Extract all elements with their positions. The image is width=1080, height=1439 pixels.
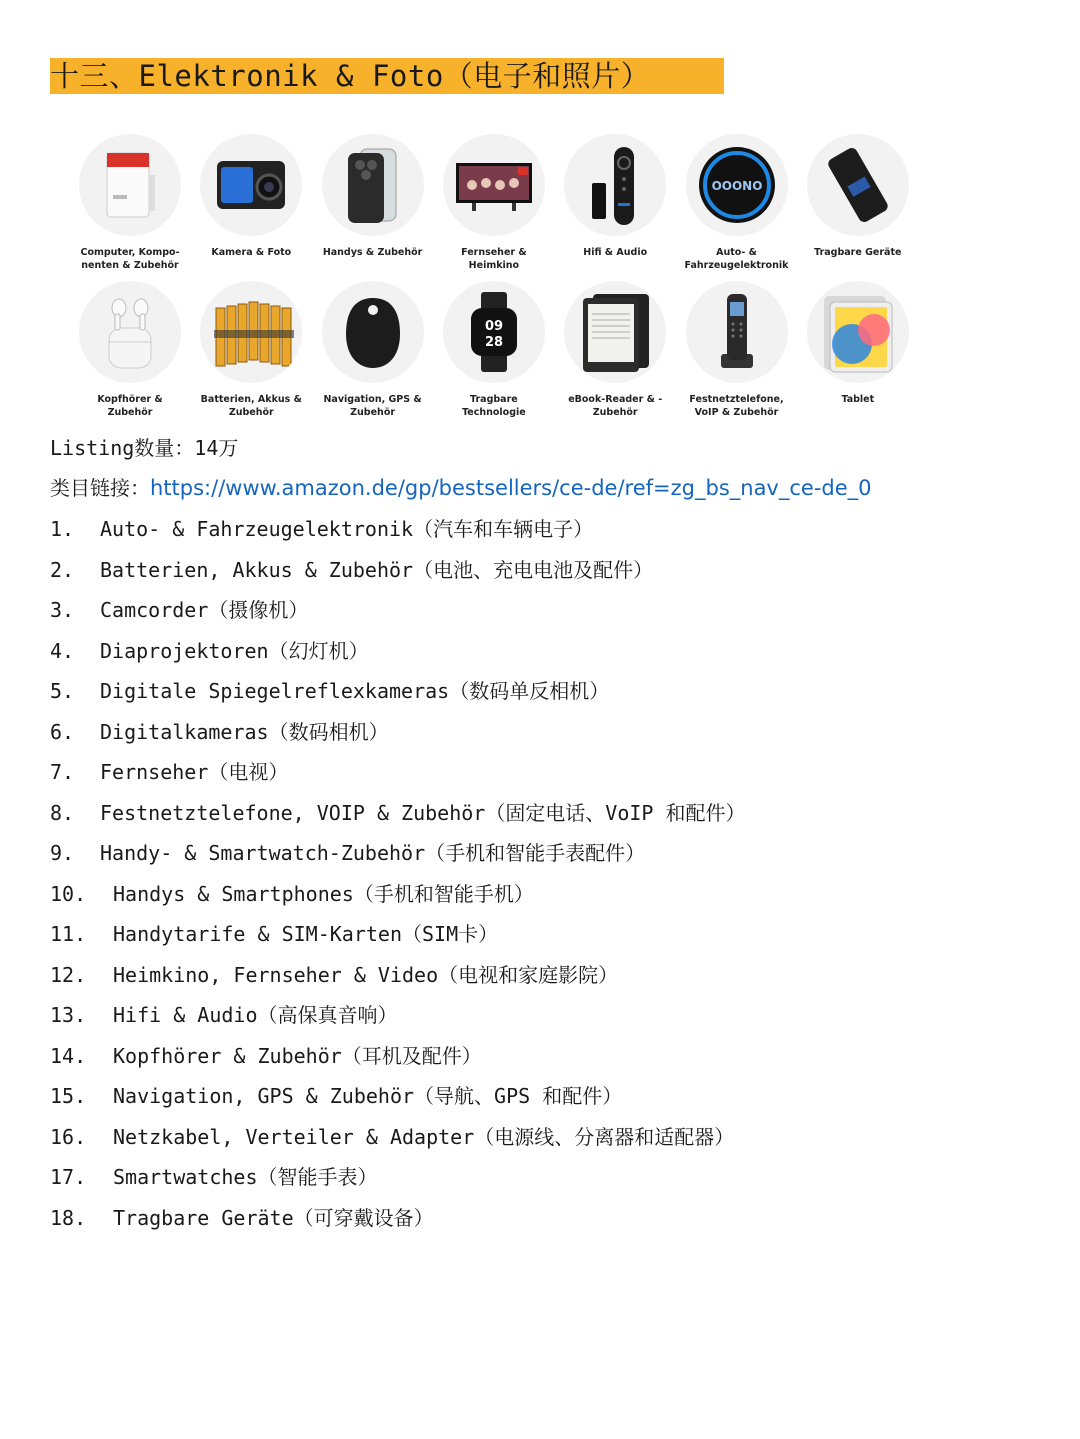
wifi-repeater-icon [79,134,181,236]
list-item [50,800,746,826]
list-item-number: 12. [50,962,87,987]
power-bank-icon [807,134,909,236]
list-item-number: 4. [50,638,75,663]
svg-text:09: 09 [484,319,503,334]
action-camera-icon [200,134,302,236]
list-item [50,881,534,907]
cordless-phone-icon [686,281,788,383]
category-tile[interactable] [434,281,554,419]
category-label: Computer, Kompo- nenten & Zubehör [80,247,180,271]
category-label: Kopfhörer & Zubehör [97,394,163,418]
list-item [50,678,609,704]
category-label: Auto- & Fahrzeugelektronik [684,247,789,271]
smartphone-icon [322,134,424,236]
category-label: Tragbare Geräte [814,247,902,258]
svg-text:OOONO: OOONO [711,179,762,193]
category-tile[interactable] [191,281,311,419]
list-item-text: Auto- & Fahrzeugelektronik（汽车和车辆电子） [100,517,594,541]
list-item-number: 15. [50,1084,87,1108]
list-item-number: 2. [50,557,75,582]
list-item-text: Digitale Spiegelreflexkameras（数码单反相机） [100,679,610,703]
list-item-number: 17. [50,1165,87,1189]
listing-count [50,435,238,461]
category-tile[interactable] [677,134,797,272]
category-label: Festnetztelefone, VoIP & Zubehör [689,394,784,418]
list-item [50,962,618,988]
category-tile[interactable] [798,134,918,259]
list-item-number: 6. [50,719,75,744]
list-item [50,597,308,623]
category-tile[interactable] [677,281,797,419]
list-item-number: 1. [50,517,75,541]
category-label: Navigation, GPS & Zubehör [323,394,422,418]
category-tile[interactable] [434,134,554,272]
list-item [50,840,645,866]
category-link-row [50,475,872,501]
category-label: Fernseher & Heimkino [461,247,527,271]
list-item-text: Heimkino, Fernseher & Video（电视和家庭影院） [113,962,619,987]
streaming-stick-remote-icon [564,134,666,236]
category-label: Hifi & Audio [583,247,648,258]
list-item [50,557,653,583]
category-tile[interactable] [798,281,918,406]
category-label: Tragbare Technologie [462,394,526,418]
list-item [50,759,288,785]
list-item [50,719,389,745]
link-label: 类目链接： [50,476,150,500]
list-item [50,1002,398,1028]
list-item [50,1043,482,1069]
list-item-text: Tragbare Geräte（可穿戴设备） [113,1205,434,1230]
page-title: 十三、Elektronik & Foto（电子和照片） [50,58,724,94]
category-tile[interactable] [313,281,433,419]
list-item-number: 11. [50,922,87,946]
list-item-text: Festnetztelefone, VOIP & Zubehör（固定电话、VoIP 和配件） [100,800,746,825]
list-item-number: 14. [50,1043,87,1068]
earbuds-icon [79,281,181,383]
category-label: Tablet [841,394,875,405]
list-item-text: Handytarife & SIM-Karten（SIM卡） [113,922,499,946]
list-item-text: Handys & Smartphones（手机和智能手机） [113,881,534,906]
list-item-number: 16. [50,1124,87,1149]
list-item-number: 7. [50,760,75,784]
list-item-text: Camcorder（摄像机） [100,598,309,622]
list-item-text: Digitalkameras（数码相机） [100,719,389,744]
list-item-text: Kopfhörer & Zubehör（耳机及配件） [113,1043,482,1068]
list-item-text: Hifi & Audio（高保真音响） [113,1003,398,1027]
list-item-text: Navigation, GPS & Zubehör（导航、GPS 和配件） [113,1084,623,1108]
batteries-icon [200,281,302,383]
list-item-text: Fernseher（电视） [100,760,289,784]
category-tile[interactable] [555,134,675,259]
list-item [50,921,498,947]
list-item [50,1124,734,1150]
car-device-icon [686,134,788,236]
category-tile[interactable] [70,281,190,419]
list-item-number: 5. [50,679,75,703]
smartwatch-icon [443,281,545,383]
category-label: Handys & Zubehör [322,247,423,258]
listing-label: Listing数量： [50,436,195,460]
list-item [50,516,593,542]
list-item-number: 18. [50,1205,87,1230]
category-label: Batterien, Akkus & Zubehör [200,394,302,418]
list-item-text: Diaprojektoren（幻灯机） [100,638,369,663]
list-item [50,638,369,664]
tv-icon [443,134,545,236]
category-tile[interactable] [555,281,675,419]
category-tile[interactable] [313,134,433,259]
list-item-text: Netzkabel, Verteiler & Adapter（电源线、分离器和适配器） [113,1124,735,1149]
list-item-number: 10. [50,881,87,906]
list-item-number: 13. [50,1003,87,1027]
category-label: eBook-Reader & - Zubehör [568,394,663,418]
list-item-number: 8. [50,800,75,825]
category-tile[interactable] [191,134,311,259]
list-item [50,1083,622,1109]
list-item [50,1164,378,1190]
list-item-text: Handy- & Smartwatch-Zubehör（手机和智能手表配件） [100,841,646,865]
ereader-icon [564,281,666,383]
list-item-number: 3. [50,598,75,622]
listing-value: 14万 [194,436,239,460]
category-tile[interactable] [70,134,190,272]
list-item [50,1205,434,1231]
tracker-tag-icon [322,281,424,383]
list-item-text: Smartwatches（智能手表） [113,1165,378,1189]
category-label: Kamera & Foto [211,247,292,258]
category-link[interactable]: https://www.amazon.de/gp/bestsellers/ce-de/ref=zg_bs_nav_ce-de_0 [150,476,872,500]
list-item-number: 9. [50,841,75,865]
svg-text:28: 28 [484,335,503,350]
tablet-icon [807,281,909,383]
list-item-text: Batterien, Akkus & Zubehör（电池、充电电池及配件） [100,557,654,582]
